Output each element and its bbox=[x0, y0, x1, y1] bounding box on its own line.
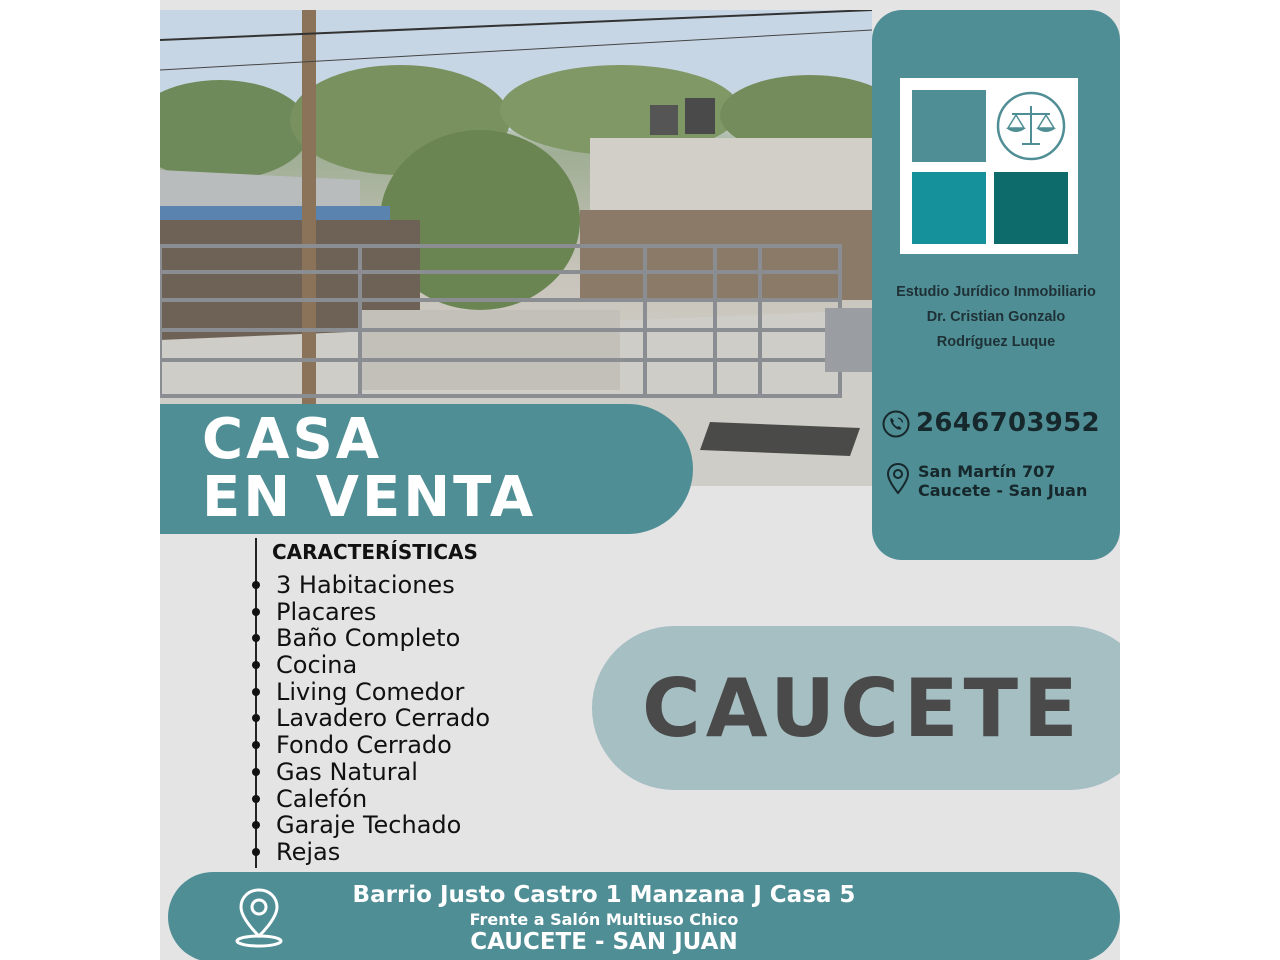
scales-of-justice-icon bbox=[994, 90, 1068, 162]
studio-line-1: Estudio Jurídico Inmobiliario bbox=[896, 284, 1096, 300]
title-banner bbox=[160, 404, 693, 534]
footer-line-3: CAUCETE - SAN JUAN bbox=[470, 929, 738, 955]
bullet-icon bbox=[252, 768, 260, 776]
features-heading: CARACTERÍSTICAS bbox=[272, 540, 478, 564]
feature-item: Fondo Cerrado bbox=[252, 732, 490, 759]
feature-item: Living Comedor bbox=[252, 679, 490, 706]
logo-square-2 bbox=[912, 172, 986, 244]
location-pin-icon bbox=[886, 462, 910, 496]
city-badge bbox=[592, 626, 1120, 790]
footer-line-1: Barrio Justo Castro 1 Manzana J Casa 5 bbox=[352, 882, 856, 908]
feature-item: Calefón bbox=[252, 786, 490, 813]
address-line-1: San Martín 707 bbox=[918, 462, 1056, 481]
bullet-icon bbox=[252, 848, 260, 856]
bullet-icon bbox=[252, 688, 260, 696]
bullet-icon bbox=[252, 795, 260, 803]
city-name: CAUCETE bbox=[642, 662, 1083, 755]
studio-line-3: Rodríguez Luque bbox=[936, 334, 1056, 350]
office-address bbox=[886, 462, 1120, 512]
feature-item: Placares bbox=[252, 599, 490, 626]
studio-name bbox=[872, 280, 1120, 355]
bullet-icon bbox=[252, 661, 260, 669]
bullet-icon bbox=[252, 821, 260, 829]
bullet-icon bbox=[252, 608, 260, 616]
feature-item: Baño Completo bbox=[252, 625, 490, 652]
real-estate-poster bbox=[160, 0, 1120, 960]
address-text bbox=[918, 462, 1087, 500]
feature-item: Rejas bbox=[252, 839, 490, 866]
phone-icon bbox=[882, 410, 910, 438]
bullet-icon bbox=[252, 714, 260, 722]
title-line-1: CASA bbox=[202, 407, 383, 472]
bullet-icon bbox=[252, 581, 260, 589]
title-line-2: EN VENTA bbox=[202, 465, 537, 530]
phone-number[interactable]: 2646703952 bbox=[916, 408, 1100, 438]
phone-row[interactable] bbox=[882, 408, 1120, 442]
feature-item: Cocina bbox=[252, 652, 490, 679]
contact-card bbox=[872, 10, 1120, 560]
bullet-icon bbox=[252, 634, 260, 642]
features-list bbox=[252, 572, 490, 866]
feature-item: Gas Natural bbox=[252, 759, 490, 786]
law-firm-logo bbox=[900, 78, 1078, 254]
studio-line-2: Dr. Cristian Gonzalo bbox=[926, 309, 1066, 325]
address-line-2: Caucete - San Juan bbox=[918, 481, 1088, 500]
footer-line-2: Frente a Salón Multiuso Chico bbox=[469, 910, 739, 929]
footer-address-bar bbox=[168, 872, 1120, 960]
feature-item: Lavadero Cerrado bbox=[252, 705, 490, 732]
bullet-icon bbox=[252, 741, 260, 749]
logo-square-1 bbox=[912, 90, 986, 162]
feature-item: Garaje Techado bbox=[252, 812, 490, 839]
logo-square-3 bbox=[994, 172, 1068, 244]
feature-item: 3 Habitaciones bbox=[252, 572, 490, 599]
